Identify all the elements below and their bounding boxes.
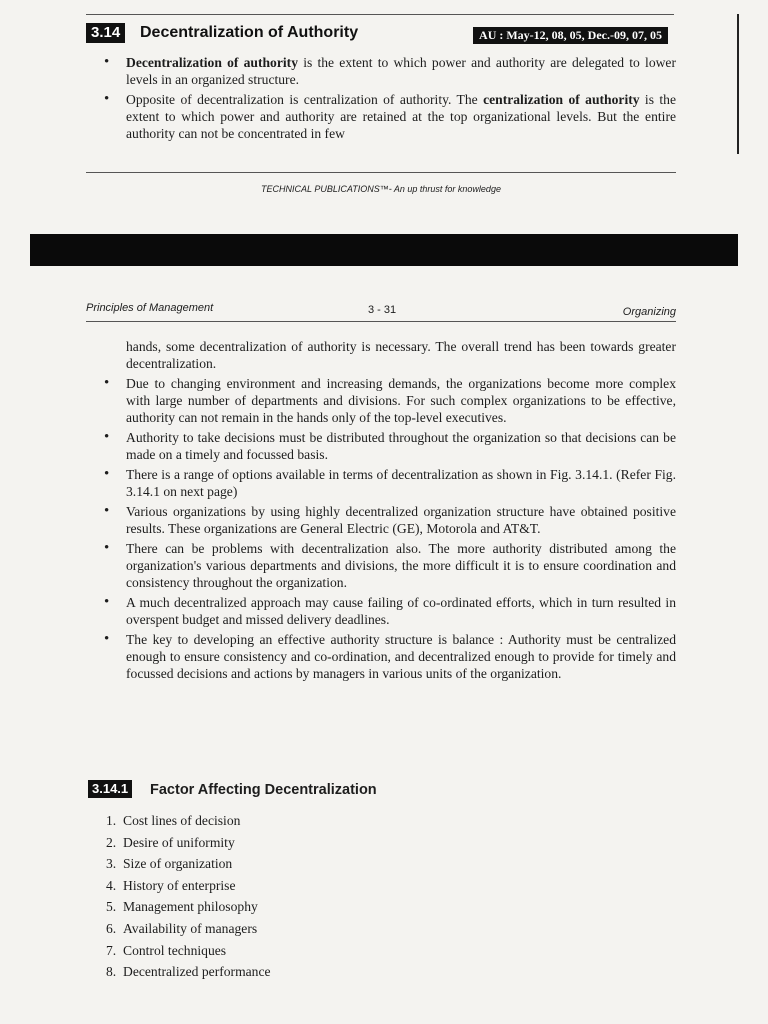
list-item (106, 853, 271, 875)
item-number: 2. (106, 834, 117, 850)
item-text: Decentralized performance (123, 964, 271, 980)
list-item (104, 91, 676, 142)
page-header (86, 300, 676, 316)
section-title: Decentralization of Authority (140, 24, 359, 41)
list-item (106, 875, 271, 897)
list-item: • A much decentralized approach may cause failing of co-ordinated efforts, which in turn resulted in overspent budget and missed delivery deadlines. (104, 594, 676, 628)
list-item (106, 832, 271, 854)
list-item: • There can be problems with decentralization also. The more authority distributed among the organization's various departments and divisions, the more difficult it is to ensure coordination and consistency throughout the organization. (104, 540, 676, 591)
item-number: 8. (106, 964, 117, 980)
item-number: 3. (106, 856, 117, 872)
list-item (104, 54, 676, 88)
item-number: 7. (106, 942, 117, 958)
bullet-text: is the extent to which power and authority are retained at the top organizational levels. But the entire authority can not be concentrated in few (126, 92, 676, 141)
item-text: Control techniques (123, 942, 227, 958)
subsection-number: 3.14.1 (88, 780, 132, 798)
item-text: Cost lines of decision (123, 813, 241, 828)
list-item (106, 918, 271, 940)
item-text: History of enterprise (123, 877, 236, 893)
section-heading (86, 22, 674, 46)
list-item (106, 810, 271, 832)
bold-term: Decentralization of authority (126, 55, 298, 70)
factor-list (106, 810, 271, 983)
subsection-heading (88, 780, 488, 802)
bullet-text: is the extent to which power and authority are delegated to lower levels in an organized structure. (126, 55, 676, 87)
list-item: • There is a range of options available in terms of decentralization as shown in Fig. 3.14.1. (Refer Fig. 3.14.1 on next page) (104, 466, 676, 500)
page-number: 3 - 31 (368, 304, 397, 316)
publisher-footer: TECHNICAL PUBLICATIONS™- An up thrust for knowledge (261, 184, 501, 194)
list-item (106, 961, 271, 983)
page-edge-shadow (737, 14, 739, 154)
item-number: 6. (106, 920, 117, 936)
item-text: Availability of managers (123, 920, 258, 936)
item-number: 4. (106, 877, 117, 893)
section-number: 3.14 (86, 23, 125, 43)
item-text: Size of organization (123, 856, 233, 872)
book-title: Principles of Management (86, 302, 214, 314)
list-item (106, 896, 271, 918)
item-number: 5. (106, 899, 117, 915)
list-item: • Various organizations by using highly decentralized organization structure have obtained positive results. These organizations are General Electric (GE), Motorola and AT&T. (104, 503, 676, 537)
top-rule (86, 14, 674, 15)
chapter-name: Organizing (622, 306, 676, 318)
subsection-title: Factor Affecting Decentralization (150, 782, 377, 798)
continuation-text: hands, some decentralization of authority is necessary. The overall trend has been towards greater decentralization. (126, 339, 676, 371)
bullet-text: Opposite of decentralization is centralization of authority. The (126, 92, 484, 107)
list-item: • Due to changing environment and increasing demands, the organizations become more complex with large number of departments and divisions. For such complex organizations to be effective, authority can not remain in the hands only of the top-level executives. (104, 375, 676, 426)
header-rule (86, 321, 676, 322)
list-item (106, 940, 271, 962)
item-text: Desire of uniformity (123, 834, 235, 850)
footer-rule (86, 172, 676, 173)
scan-black-band (30, 234, 738, 266)
list-item: • The key to developing an effective authority structure is balance : Authority must be centralized enough to ensure consistency and co-ordination, and decentralized enough to provide for timely and focussed decisions and actions by managers in various units of the organization. (104, 631, 676, 682)
item-number: 1. (106, 813, 117, 828)
top-bullet-list (104, 54, 676, 145)
bold-term: centralization of authority (483, 92, 640, 107)
exam-reference-badge: AU : May-12, 08, 05, Dec.-09, 07, 05 (473, 27, 668, 44)
list-item: • Authority to take decisions must be distributed throughout the organization so that decisions can be made on a timely and focussed basis. (104, 429, 676, 463)
item-text: Management philosophy (123, 899, 258, 915)
main-bullet-list (104, 338, 676, 685)
